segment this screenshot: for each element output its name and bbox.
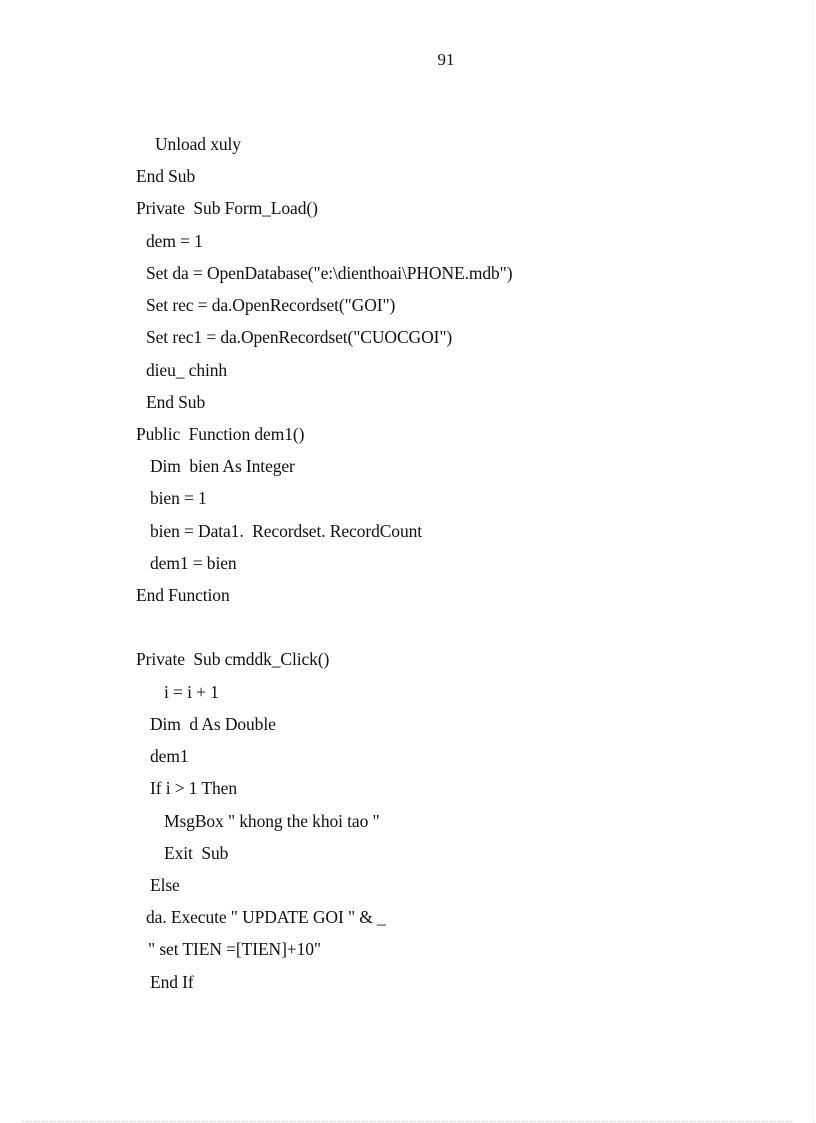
code-line: Public Function dem1(): [136, 424, 305, 444]
code-line: Private Sub cmddk_Click(): [136, 649, 330, 669]
code-line: Set da = OpenDatabase("e:\dienthoai\PHONE.mdb"): [146, 263, 513, 283]
code-line: bien = 1: [150, 488, 207, 508]
code-line: Dim bien As Integer: [150, 456, 295, 476]
code-line: dem1 = bien: [150, 553, 237, 573]
code-line: End If: [150, 972, 194, 992]
code-line: Else: [150, 875, 180, 895]
page-number: 91: [437, 50, 455, 69]
code-line: da. Execute " UPDATE GOI " & _: [146, 907, 386, 927]
code-line: If i > 1 Then: [150, 778, 237, 798]
page-right-border: [813, 0, 814, 1123]
code-line: MsgBox " khong the khoi tao ": [164, 811, 380, 831]
code-line: Set rec1 = da.OpenRecordset("CUOCGOI"): [146, 327, 453, 347]
code-line: End Sub: [136, 166, 196, 186]
code-line: Exit Sub: [164, 843, 229, 863]
code-line: i = i + 1: [164, 682, 219, 702]
code-line: dem1: [150, 746, 189, 766]
code-line: Private Sub Form_Load(): [136, 198, 318, 218]
page-bottom-border: [22, 1121, 794, 1122]
code-line: End Sub: [146, 392, 206, 412]
code-line: bien = Data1. Recordset. RecordCount: [150, 521, 423, 541]
code-line: Set rec = da.OpenRecordset("GOI"): [146, 295, 396, 315]
code-line: Dim d As Double: [150, 714, 276, 734]
code-line: Unload xuly: [155, 134, 241, 154]
code-line: End Function: [136, 585, 230, 605]
code-line: dem = 1: [146, 231, 203, 251]
code-line: dieu_ chinh: [146, 360, 228, 380]
code-line: " set TIEN =[TIEN]+10": [148, 939, 321, 959]
